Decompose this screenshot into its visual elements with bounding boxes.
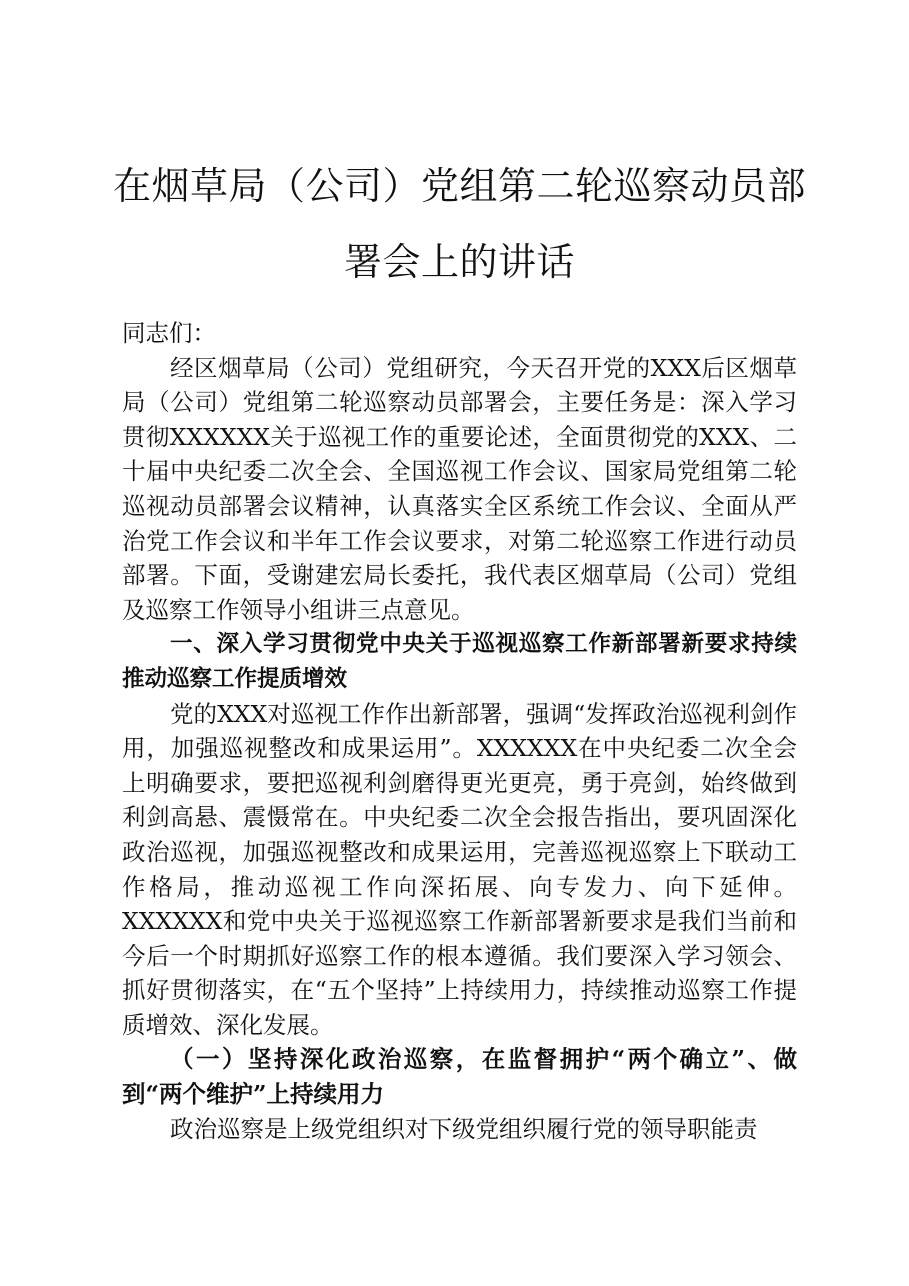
salutation: 同志们： xyxy=(122,319,216,347)
document-body xyxy=(122,316,797,1146)
document-title: 在烟草局（公司）党组第二轮巡察动员部署会上的讲话 xyxy=(112,164,806,284)
intro-paragraph: 经区烟草局（公司）党组研究，今天召开党的XXX后区烟草局（公司）党组第二轮巡察动员部署会，主要任务是：深入学习贯彻XXXXXX关于巡视工作的重要论述，全面贯彻党的XXX、二十届中央纪委二次全会、全国巡视工作会议、国家局党组第二轮巡视动员部署会议精神，认真落实全区系统工作会议、全面从严治党工作会议和半年工作会议要求，对第二轮巡察工作进行动员部署。下面，受谢建宏局长委托，我代表区烟草局（公司）党组及巡察工作领导小组讲三点意见。 xyxy=(122,353,797,624)
subsection-heading-1: （一）坚持深化政治巡察，在监督拥护“两个确立”、做到“两个维护”上持续用力 xyxy=(122,1045,797,1109)
section-1-paragraph: 党的XXX对巡视工作作出新部署，强调“发挥政治巡视利剑作用，加强巡视整改和成果运用”。XXXXXX在中央纪委二次全会上明确要求，要把巡视利剑磨得更光更亮，勇于亮剑，始终做到利剑高悬、震慑常在。中央纪委二次全会报告指出，要巩固深化政治巡视，加强巡视整改和成果运用，完善巡视巡察上下联动工作格局，推动巡视工作向深拓展、向专发力、向下延伸。XXXXXX和党中央关于巡视巡察工作新部署新要求是我们当前和今后一个时期抓好巡察工作的根本遵循。我们要深入学习领会、抓好贯彻落实，在“五个坚持”上持续用力，持续推动巡察工作提质增效、深化发展。 xyxy=(122,699,797,1039)
section-heading-1: 一、深入学习贯彻党中央关于巡视巡察工作新部署新要求持续推动巡察工作提质增效 xyxy=(122,631,797,692)
subsection-1-paragraph: 政治巡察是上级党组织对下级党组织履行党的领导职能责 xyxy=(170,1114,758,1143)
